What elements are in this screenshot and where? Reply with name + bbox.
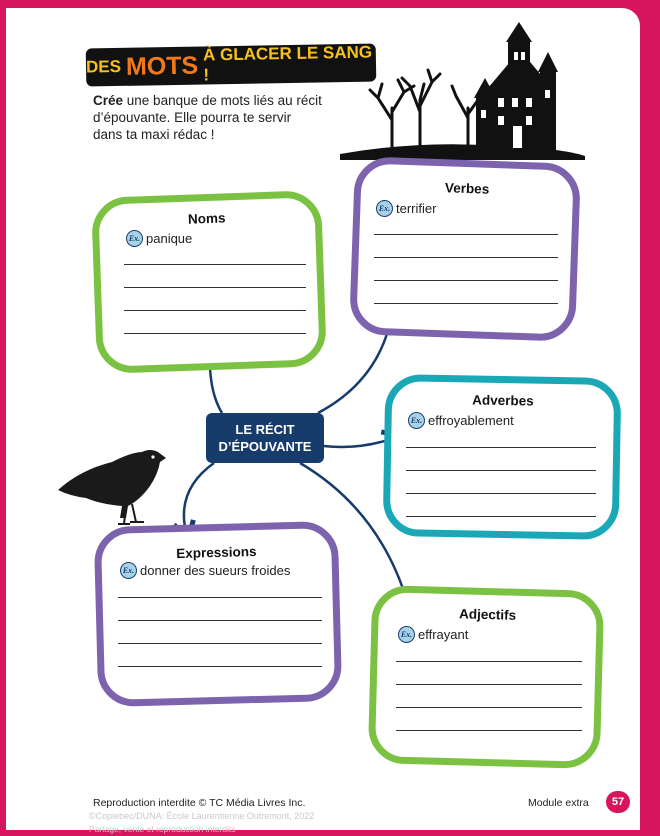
noms-write-line[interactable]: [124, 333, 306, 334]
verbes-example: [376, 200, 436, 217]
adverbes-write-line[interactable]: [406, 447, 596, 448]
box-noms-title: Noms: [187, 210, 226, 227]
verbes-write-line[interactable]: [374, 303, 558, 304]
expressions-write-line[interactable]: [118, 597, 322, 598]
adjectifs-example: [398, 626, 468, 643]
noms-write-line[interactable]: [124, 310, 306, 311]
box-adjectifs: [368, 585, 605, 769]
box-adverbes-title: Adverbes: [472, 392, 534, 409]
verbes-example-text: terrifier: [396, 201, 437, 216]
noms-write-line[interactable]: [124, 287, 306, 288]
intro-rest: une banque de mots liés au récit d’épouvante. Elle pourra te servir dans ta maxi rédac !: [93, 93, 322, 142]
adverbes-example-text: effroyablement: [428, 413, 514, 428]
box-noms: [91, 190, 327, 374]
box-verbes: [349, 156, 581, 342]
page-number-badge: 57: [606, 791, 630, 813]
center-line-2: D’ÉPOUVANTE: [218, 439, 312, 454]
adjectifs-write-line[interactable]: [396, 661, 582, 662]
title-part-2: MOTS: [125, 51, 199, 81]
example-icon: Ex.: [126, 230, 143, 247]
adjectifs-example-text: effrayant: [418, 627, 469, 642]
adverbes-write-line[interactable]: [406, 470, 596, 471]
noms-example: [126, 230, 192, 247]
footer-notice: Partage, vente et reproduction interdits: [89, 824, 236, 834]
noms-write-line[interactable]: [124, 264, 306, 265]
expressions-write-line[interactable]: [118, 666, 322, 667]
example-icon: Ex.: [120, 562, 137, 579]
adverbes-example: [408, 412, 514, 429]
adjectifs-write-line[interactable]: [396, 707, 582, 708]
box-expressions-title: Expressions: [176, 543, 257, 562]
example-icon: Ex.: [398, 626, 415, 643]
expressions-write-line[interactable]: [118, 643, 322, 644]
adjectifs-write-line[interactable]: [396, 684, 582, 685]
intro-bold: Crée: [93, 93, 124, 108]
adverbes-write-line[interactable]: [406, 493, 596, 494]
example-icon: Ex.: [408, 412, 425, 429]
center-topic-box: [206, 413, 324, 463]
expressions-write-line[interactable]: [118, 620, 322, 621]
footer-copyright: Reproduction interdite © TC Média Livres Inc.: [93, 797, 306, 809]
box-verbes-title: Verbes: [444, 180, 490, 197]
box-expressions: [94, 521, 343, 707]
adverbes-write-line[interactable]: [406, 516, 596, 517]
verbes-write-line[interactable]: [374, 257, 558, 258]
verbes-write-line[interactable]: [374, 234, 558, 235]
verbes-write-line[interactable]: [374, 280, 558, 281]
title-part-1: DES: [85, 56, 122, 77]
center-line-1: LE RÉCIT: [235, 422, 295, 437]
expressions-example: [120, 562, 290, 579]
footer-module: Module extra: [528, 797, 589, 809]
footer-license: ©Copiebec/DUNA: École Laurentienne Outremont, 2022: [89, 811, 315, 821]
box-adjectifs-title: Adjectifs: [458, 606, 517, 623]
example-icon: Ex.: [376, 200, 393, 217]
title-part-3: À GLACER LE SANG !: [202, 42, 373, 85]
adjectifs-write-line[interactable]: [396, 730, 582, 731]
noms-example-text: panique: [146, 231, 193, 246]
expressions-example-text: donner des sueurs froides: [140, 563, 291, 578]
